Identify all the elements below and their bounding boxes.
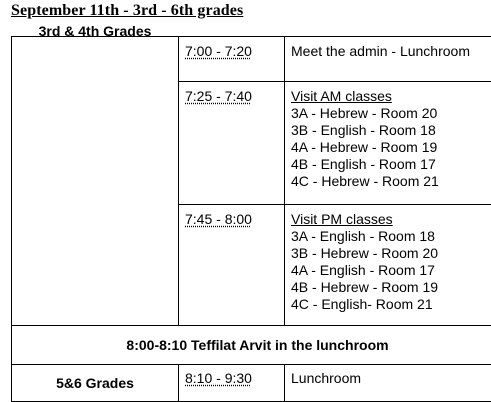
document-title: September 11th - 3rd - 6th grades (11, 2, 243, 20)
time-cell (179, 37, 285, 82)
time-slot: 8:10 - 9:30 (185, 370, 252, 386)
activity-heading: Visit AM classes (291, 88, 491, 105)
time-slot: 7:25 - 7:40 (185, 88, 252, 104)
activity-line: 3B - Hebrew - Room 20 (291, 245, 491, 262)
table-row (12, 37, 491, 82)
activity-line: 3A - Hebrew - Room 20 (291, 105, 491, 122)
group-cell-5-6 (12, 365, 179, 402)
time-cell (179, 205, 285, 326)
activity-line: 3A - English - Room 18 (291, 228, 491, 245)
activity-line: 3B - English - Room 18 (291, 122, 491, 139)
time-cell (179, 82, 285, 205)
activity-heading: Visit PM classes (291, 211, 491, 228)
group-cell-3rd-4th (12, 37, 179, 326)
activity-line: 4A - English - Room 17 (291, 262, 491, 279)
time-slot: 7:45 - 8:00 (185, 211, 252, 227)
activity-line: Meet the admin - Lunchroom (291, 43, 491, 60)
activity-line: 4B - Hebrew - Room 19 (291, 279, 491, 296)
activity-line: 4B - English - Room 17 (291, 156, 491, 173)
group-name: 5&6 Grades (12, 375, 178, 392)
activity-line: Lunchroom (291, 370, 491, 387)
time-cell (179, 365, 285, 402)
table-row (12, 326, 491, 365)
time-slot: 7:00 - 7:20 (185, 43, 252, 59)
activity-line: 4A - Hebrew - Room 19 (291, 139, 491, 156)
activity-cell (285, 37, 491, 82)
activity-cell (285, 205, 491, 326)
activity-cell (285, 82, 491, 205)
table-row (12, 365, 491, 402)
full-width-row: 8:00-8:10 Teffilat Arvit in the lunchroom (12, 326, 491, 365)
group-name: 3rd & 4th Grades (12, 23, 178, 40)
activity-line: 4C - English- Room 21 (291, 296, 491, 313)
activity-cell (285, 365, 491, 402)
activity-line: 4C - Hebrew - Room 21 (291, 173, 491, 190)
schedule-table (11, 36, 491, 402)
